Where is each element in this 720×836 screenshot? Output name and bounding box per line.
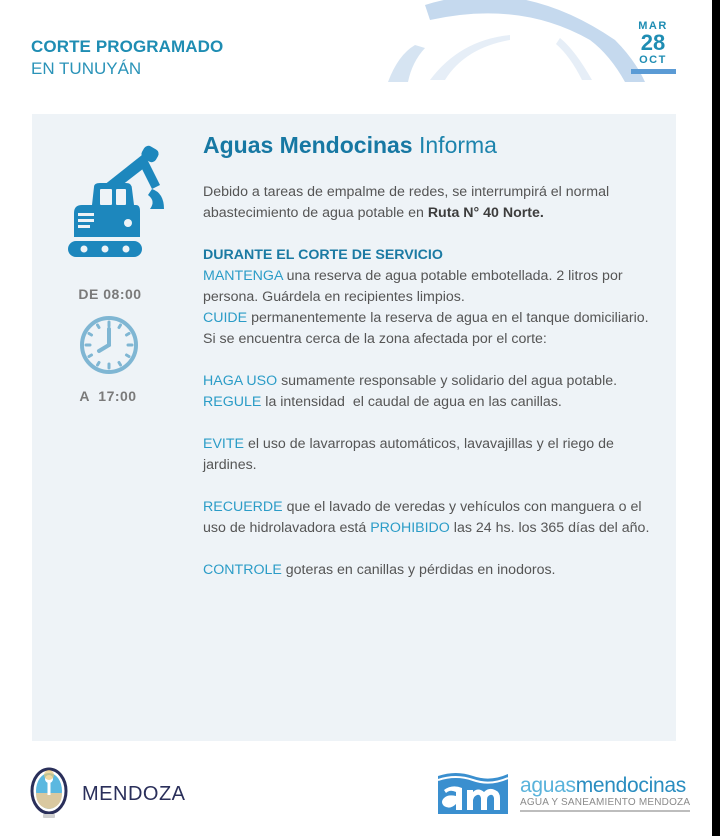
recommendation-regulate [203, 392, 663, 413]
date-day-of-week: MAR [638, 20, 668, 32]
item-remember [203, 497, 663, 539]
arc-large [425, 0, 645, 82]
title-line-2: EN TUNUYÁN [31, 59, 142, 78]
brand-name [520, 775, 690, 797]
section-title: DURANTE EL CORTE DE SERVICIO [203, 247, 443, 263]
brand-name-light: aguas [520, 773, 576, 797]
decorative-arcs [370, 0, 670, 90]
arc-faint [430, 35, 510, 80]
item-text: las 24 hs. los 365 días del año. [449, 520, 650, 536]
notice-title [203, 130, 663, 160]
brand-tagline: AGUA Y SANEAMIENTO MENDOZA [520, 797, 690, 812]
item-text: goteras en canillas y pérdidas en inodoros. [281, 562, 556, 578]
notice-title-brand: Aguas Mendocinas [203, 132, 413, 158]
item-avoid [203, 434, 663, 476]
keyword: EVITE [203, 436, 244, 452]
intro-location: Ruta N° 40 Norte. [427, 205, 544, 221]
government-name: MENDOZA [82, 782, 186, 805]
notice-intro [203, 182, 663, 224]
date-month: OCT [639, 54, 667, 66]
prohibited-keyword: PROHIBIDO [370, 520, 450, 536]
item-text: la intensidad el caudal de agua en las canillas. [261, 394, 562, 410]
keyword: CONTROLE [203, 562, 282, 578]
notice-content [203, 130, 663, 581]
date-day: 28 [640, 30, 666, 55]
keyword: HAGA USO [203, 373, 278, 389]
time-to: A 17:00 [79, 388, 137, 404]
brand-name-bold: mendocinas [575, 773, 686, 797]
header-title [31, 36, 223, 80]
item-care [203, 308, 663, 329]
item-text: permanentemente la reserva de agua en el tanque domiciliario. [247, 310, 649, 326]
item-control [203, 560, 663, 581]
item-text: sumamente responsable y solidario del agua potable. [277, 373, 618, 389]
government-logo [30, 767, 186, 821]
brand-text [520, 775, 690, 812]
date-badge [630, 20, 676, 74]
item-text: que el lavado de veredas y vehículos con manguera o el uso de hidrolavadora está [203, 499, 642, 536]
date-underline [631, 69, 676, 74]
keyword: RECUERDE [203, 499, 283, 515]
intro-text: Debido a tareas de empalme de redes, se interrumpirá el normal abastecimiento de agua potable en [203, 184, 610, 221]
screen-edge-strip [712, 0, 720, 836]
near-zone-text: Si se encuentra cerca de la zona afectada por el corte: [203, 331, 547, 347]
item-maintain [203, 266, 663, 308]
recommendation-use [203, 371, 663, 392]
time-from: DE 08:00 [78, 286, 142, 302]
keyword: MANTENGA [203, 268, 283, 284]
notice-title-rest: Informa [412, 132, 497, 158]
arc-small-left [388, 45, 425, 82]
excavator-icon [64, 143, 170, 258]
item-text: el uso de lavarropas automáticos, lavavajillas y el riego de jardines. [203, 436, 614, 473]
am-logo-icon [438, 770, 508, 816]
clock-icon [78, 314, 140, 376]
keyword: REGULE [203, 394, 262, 410]
keyword: CUIDE [203, 310, 248, 326]
mendoza-coat-of-arms-icon [30, 767, 68, 821]
arc-faint-right [556, 38, 592, 80]
aguas-mendocinas-logo [438, 770, 690, 816]
item-text: una reserva de agua potable embotellada. 2 litros por persona. Guárdela en recipientes limpios. [203, 268, 623, 305]
title-line-1: CORTE PROGRAMADO [31, 37, 224, 56]
